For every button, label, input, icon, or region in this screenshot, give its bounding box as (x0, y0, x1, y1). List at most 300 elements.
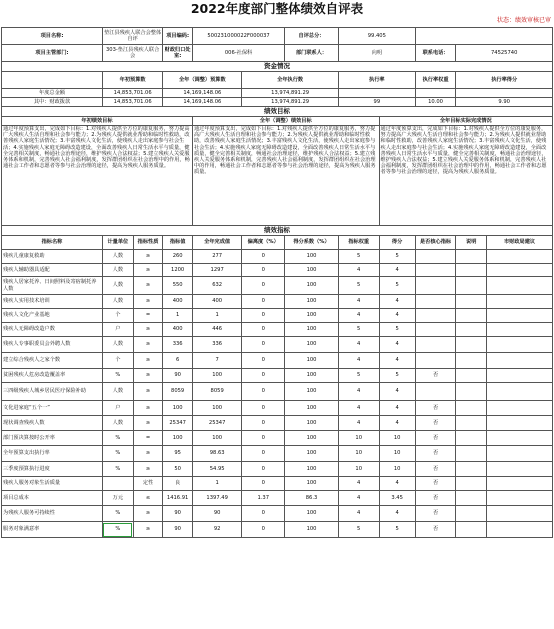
indicator-unit: 户 (102, 401, 133, 416)
indicator-core: 否 (415, 416, 456, 431)
indicator-weight: 5 (338, 369, 379, 383)
indicator-coef: 100 (285, 250, 339, 264)
page-title: 2022年度部门整体绩效自评表 (190, 1, 364, 16)
indicator-coef: 100 (285, 353, 339, 369)
indicator-weight: 4 (338, 416, 379, 431)
indicator-dev: 0 (242, 477, 285, 491)
funds-row-label: 其中：财政拨款 (2, 98, 103, 107)
indicator-name: 残疾人居家托养、日间照料及寄宿制托养人数 (2, 277, 103, 295)
indicator-coef: 100 (285, 477, 339, 491)
status-label: 状态：绩效审核已审 (496, 17, 551, 24)
indicator-note (456, 337, 487, 353)
indicator-header: 计量单位 (102, 236, 133, 250)
indicator-score: 4 (379, 309, 415, 323)
indicator-target: 25347 (163, 416, 193, 431)
indicator-unit: % (102, 446, 133, 462)
indicator-row (2, 353, 553, 369)
indicator-name: 建立综合残疾人之家个数 (2, 353, 103, 369)
dept-label: 项目主管部门: (2, 45, 103, 62)
indicator-weight: 4 (338, 309, 379, 323)
indicator-core: 否 (415, 369, 456, 383)
indicator-row (2, 369, 553, 383)
indicator-score: 10 (379, 462, 415, 477)
indicator-score: 4 (379, 264, 415, 277)
phone-value: 74525740 (456, 45, 553, 62)
indicator-target: 100 (163, 401, 193, 416)
indicator-nature: ≥ (133, 506, 163, 522)
goals-header-adjusted: 全年（调整）绩效目标 (192, 117, 379, 126)
indicator-actual: 277 (192, 250, 241, 264)
indicator-unit: 人数 (102, 250, 133, 264)
indicator-target: 1 (163, 309, 193, 323)
funds-initial-budget: 14,853,701.06 (102, 89, 162, 98)
indicator-note (456, 431, 487, 446)
indicator-weight: 5 (338, 250, 379, 264)
indicator-row (2, 462, 553, 477)
indicator-dev: 0 (242, 309, 285, 323)
indicator-score: 5 (379, 323, 415, 337)
indicator-advice (487, 431, 553, 446)
indicator-core (415, 264, 456, 277)
indicator-dev: 0 (242, 446, 285, 462)
indicator-advice (487, 353, 553, 369)
indicator-target: 1416.91 (163, 491, 193, 506)
indicator-unit (102, 477, 133, 491)
indicator-coef: 100 (285, 337, 339, 353)
indicator-advice (487, 277, 553, 295)
indicator-row (2, 337, 553, 353)
indicator-coef: 86.3 (285, 491, 339, 506)
dept-value: 303-垫江县残疾人联合会 (102, 45, 162, 62)
indicator-advice (487, 416, 553, 431)
indicator-actual: 1297 (192, 264, 241, 277)
indicator-actual: 54.95 (192, 462, 241, 477)
indicator-target: 336 (163, 337, 193, 353)
indicator-core: 否 (415, 431, 456, 446)
indicator-name: 残疾人无障碍改造户数 (2, 323, 103, 337)
indicator-weight: 10 (338, 462, 379, 477)
indicator-weight: 4 (338, 401, 379, 416)
funds-rate-score: 9.90 (456, 98, 553, 107)
indicator-weight: 5 (338, 522, 379, 538)
indicator-target: 6 (163, 353, 193, 369)
indicator-name: 残疾儿童康复救助 (2, 250, 103, 264)
selected-cell[interactable]: % (102, 522, 133, 538)
funds-rate: 99 (338, 98, 415, 107)
indicator-advice (487, 462, 553, 477)
indicator-name: 残疾人辅助器具适配 (2, 264, 103, 277)
goals-header-row (2, 117, 553, 126)
indicator-actual: 100 (192, 431, 241, 446)
indicator-unit: % (102, 506, 133, 522)
indicator-nature: ≥ (133, 277, 163, 295)
info-blank (415, 28, 552, 45)
indicator-advice (487, 477, 553, 491)
indicator-advice (487, 383, 553, 401)
indicator-target: 260 (163, 250, 193, 264)
indicator-coef: 100 (285, 309, 339, 323)
funds-row (2, 98, 553, 107)
indicator-header: 得分系数（%） (285, 236, 339, 250)
finance-value: 006-社保科 (192, 45, 284, 62)
indicator-header: 指标名称 (2, 236, 103, 250)
goal-actual-text: 通过年度预算支出，完成如下目标：1.对残疾人提供全方位的康复服务，努力提高广大残疾人生活自理和社会参与能力；2.为残疾人提供就业帮助和临时性救助，改善残疾人家庭生活情况；3.丰富残疾人文化生活，使残疾人走出家庭参与社会生活；4.实施残疾人家庭无障碍改造建设，全面改善残疾人日常生活水平与质量，健全完善相关制度，畅通社会治理途径，维护残疾人合法权益；5.建立残疾人关爱服务体系和机制，完善残疾人社会福利制度，发挥群团组织在社会治理中的作用，畅通社会工作者和志愿者等参与社会治理的途径，提高为残疾人服务质量。 (379, 126, 552, 226)
indicator-header: 说明 (456, 236, 487, 250)
indicator-note (456, 522, 487, 538)
indicator-weight: 5 (338, 323, 379, 337)
indicator-coef: 100 (285, 295, 339, 309)
indicator-coef: 100 (285, 506, 339, 522)
funds-header: 执行率得分 (456, 72, 553, 89)
indicator-note (456, 353, 487, 369)
indicator-unit: 人数 (102, 416, 133, 431)
indicator-dev: 0 (242, 295, 285, 309)
funds-adjusted-budget: 14,169,148.06 (163, 89, 242, 98)
indicator-core: 否 (415, 446, 456, 462)
indicator-row (2, 323, 553, 337)
funds-rate-score (456, 89, 553, 98)
indicator-header: 指标性质 (133, 236, 163, 250)
indicator-row (2, 446, 553, 462)
indicator-dev: 0 (242, 250, 285, 264)
indicator-header: 是否核心指标 (415, 236, 456, 250)
indicator-target: 良 (163, 477, 193, 491)
score-value: 99.405 (338, 28, 415, 45)
indicator-note (456, 491, 487, 506)
indicator-name: 三四级残疾人城乡居民医疗保险补助 (2, 383, 103, 401)
indicator-actual: 1 (192, 477, 241, 491)
indicator-advice (487, 369, 553, 383)
indicator-core: 否 (415, 462, 456, 477)
indicator-note (456, 264, 487, 277)
indicator-row (2, 277, 553, 295)
indicator-note (456, 369, 487, 383)
indicator-name: 三季度预算执行进度 (2, 462, 103, 477)
indicator-note (456, 446, 487, 462)
indicator-core: 否 (415, 491, 456, 506)
indicator-core: 否 (415, 522, 456, 538)
indicator-nature: ≥ (133, 250, 163, 264)
indicator-weight: 5 (338, 277, 379, 295)
project-code-value: 500231000022F000037 (192, 28, 284, 45)
indicator-score: 4 (379, 337, 415, 353)
indicator-actual: 25347 (192, 416, 241, 431)
indicator-nature: ≥ (133, 337, 163, 353)
goals-section-row (2, 107, 553, 117)
indicator-unit: 人数 (102, 383, 133, 401)
indicator-nature: ≥ (133, 295, 163, 309)
indicator-core (415, 353, 456, 369)
indicator-weight: 4 (338, 295, 379, 309)
indicator-advice (487, 264, 553, 277)
indicator-score: 4 (379, 506, 415, 522)
goal-initial-text: 通过年度预算支出，完成如下目标：1.对残疾人提供全方位的康复服务，努力提高广大残疾人生活自理和社会参与能力；2.为残疾人提供就业帮助和临时性救助，改善残疾人家庭生活情况；3.丰富残疾人文化生活，使残疾人走出家庭参与社会生活；4.实施残疾人家庭无障碍改造建设，全面改善残疾人日常生活水平与质量，健全完善相关制度，畅通社会治理途径，维护残疾人合法权益；5.建立残疾人关爱服务体系和机制，完善残疾人社会福利制度，发挥群团组织在社会治理中的作用，畅通社会工作者和志愿者等参与社会治理的途径，提高为残疾人服务质量。 (2, 126, 193, 226)
funds-section-row (2, 62, 553, 72)
indicator-row (2, 491, 553, 506)
indicator-note (456, 416, 487, 431)
indicator-weight: 4 (338, 353, 379, 369)
indicator-score: 10 (379, 446, 415, 462)
indicator-name: 残疾人服务对象生活质量 (2, 477, 103, 491)
indicator-row (2, 431, 553, 446)
indicator-nature: ≥ (133, 383, 163, 401)
indicator-coef: 100 (285, 431, 339, 446)
indicator-actual: 8059 (192, 383, 241, 401)
indicator-name: 为残疾人服务可持续性 (2, 506, 103, 522)
indicator-dev: 0 (242, 506, 285, 522)
indicator-header: 指标值 (163, 236, 193, 250)
indicator-note (456, 383, 487, 401)
indicator-coef: 100 (285, 369, 339, 383)
indicator-advice (487, 337, 553, 353)
indicator-header: 指标权重 (338, 236, 379, 250)
contact-value: 向明 (338, 45, 415, 62)
indicator-core (415, 277, 456, 295)
indicator-score: 3.45 (379, 491, 415, 506)
indicator-core (415, 383, 456, 401)
funds-executed: 13,974,891.29 (242, 89, 339, 98)
indicator-actual: 1397.49 (192, 491, 241, 506)
indicator-coef: 100 (285, 401, 339, 416)
indicator-weight: 10 (338, 431, 379, 446)
indicator-score: 4 (379, 416, 415, 431)
indicator-weight: 4 (338, 506, 379, 522)
goal-adjusted-text: 通过年度预算支出，完成如下目标：1.对残疾人提供全方位的康复服务，努力提高广大残疾人生活自理和社会参与能力；2.为残疾人提供就业帮助和临时性救助，改善残疾人家庭生活情况；3.丰富残疾人文化生活，使残疾人走出家庭参与社会生活；4.实施残疾人家庭无障碍改造建设，全面改善残疾人日常生活水平与质量，健全完善相关制度，畅通社会治理途径，维护残疾人合法权益；5.建立残疾人关爱服务体系和机制，完善残疾人社会福利制度，发挥群团组织在社会治理中的作用，畅通社会工作者和志愿者等参与社会治理的途径，提高为残疾人服务质量。 (192, 126, 379, 226)
indicators-section-title: 绩效指标 (2, 226, 553, 236)
indicator-note (456, 401, 487, 416)
indicator-dev: 0 (242, 383, 285, 401)
indicator-dev: 1.37 (242, 491, 285, 506)
indicator-target: 95 (163, 446, 193, 462)
indicator-name: 部门预决算按时公开率 (2, 431, 103, 446)
indicator-nature: ≥ (133, 401, 163, 416)
indicator-core: 否 (415, 477, 456, 491)
indicator-name: 残疾人专事职委员会外聘人数 (2, 337, 103, 353)
indicator-row (2, 401, 553, 416)
indicator-advice (487, 250, 553, 264)
indicator-advice (487, 446, 553, 462)
indicator-advice (487, 522, 553, 538)
funds-header: 全年（调整）预算数 (163, 72, 242, 89)
indicator-target: 100 (163, 431, 193, 446)
indicator-dev: 0 (242, 416, 285, 431)
indicator-dev: 0 (242, 401, 285, 416)
finance-label: 财政归口处室: (163, 45, 193, 62)
contact-label: 部门联系人： (285, 45, 339, 62)
indicator-unit: 万元 (102, 491, 133, 506)
indicator-unit: 个 (102, 353, 133, 369)
indicator-weight: 10 (338, 446, 379, 462)
indicator-dev: 0 (242, 264, 285, 277)
indicator-nature: ≥ (133, 522, 163, 538)
indicator-core (415, 337, 456, 353)
indicator-coef: 100 (285, 462, 339, 477)
indicator-name: 项目总成本 (2, 491, 103, 506)
indicator-target: 50 (163, 462, 193, 477)
goals-header-actual: 全年目标实际完成情况 (379, 117, 552, 126)
indicator-target: 90 (163, 506, 193, 522)
indicator-core: 否 (415, 401, 456, 416)
evaluation-table (1, 27, 553, 538)
indicator-note (456, 309, 487, 323)
indicator-advice (487, 401, 553, 416)
indicator-core: 否 (415, 506, 456, 522)
indicator-advice (487, 491, 553, 506)
indicator-score: 10 (379, 431, 415, 446)
indicator-row (2, 506, 553, 522)
indicator-row (2, 416, 553, 431)
indicator-unit: % (102, 369, 133, 383)
funds-adjusted-budget: 14,169,148.06 (163, 98, 242, 107)
indicator-weight: 4 (338, 337, 379, 353)
indicator-note (456, 506, 487, 522)
funds-header-blank (2, 72, 103, 89)
indicator-coef: 100 (285, 416, 339, 431)
indicator-coef: 100 (285, 264, 339, 277)
project-name-value: 垫江县残疾人联合会整体自评 (102, 28, 162, 45)
indicator-score: 5 (379, 369, 415, 383)
indicator-actual: 90 (192, 506, 241, 522)
indicator-coef: 100 (285, 383, 339, 401)
indicator-weight: 4 (338, 383, 379, 401)
indicator-dev: 0 (242, 337, 285, 353)
funds-header: 执行率 (338, 72, 415, 89)
indicator-dev: 0 (242, 462, 285, 477)
indicator-core (415, 309, 456, 323)
project-name-label: 项目名称: (2, 28, 103, 45)
indicator-unit: % (102, 431, 133, 446)
indicator-unit: 人数 (102, 337, 133, 353)
indicator-header: 得分 (379, 236, 415, 250)
indicator-actual: 400 (192, 295, 241, 309)
indicator-target: 400 (163, 323, 193, 337)
indicator-score: 5 (379, 522, 415, 538)
indicator-actual: 92 (192, 522, 241, 538)
indicator-nature: ≥ (133, 446, 163, 462)
indicator-header: 偏离度（%） (242, 236, 285, 250)
indicator-target: 550 (163, 277, 193, 295)
indicator-target: 1200 (163, 264, 193, 277)
indicator-note (456, 295, 487, 309)
indicator-name: 现状调查残疾人数 (2, 416, 103, 431)
indicator-row (2, 477, 553, 491)
indicator-nature: ≥ (133, 416, 163, 431)
indicator-row (2, 383, 553, 401)
indicator-unit: 人数 (102, 264, 133, 277)
indicator-actual: 7 (192, 353, 241, 369)
indicator-actual: 100 (192, 369, 241, 383)
funds-initial-budget: 14,853,701.06 (102, 98, 162, 107)
goals-section-title: 绩效目标 (2, 107, 553, 117)
indicator-actual: 446 (192, 323, 241, 337)
indicator-nature: ≥ (133, 353, 163, 369)
indicator-unit: % (102, 462, 133, 477)
indicator-note (456, 250, 487, 264)
indicator-coef: 100 (285, 323, 339, 337)
indicator-row (2, 250, 553, 264)
indicator-nature: ≥ (133, 369, 163, 383)
indicator-core (415, 295, 456, 309)
indicator-name: 全年预算支出执行率 (2, 446, 103, 462)
indicator-nature: ≤ (133, 491, 163, 506)
indicator-target: 90 (163, 522, 193, 538)
funds-rate (338, 89, 415, 98)
indicator-header: 市财政局建议 (487, 236, 553, 250)
indicator-score: 4 (379, 477, 415, 491)
indicator-dev: 0 (242, 522, 285, 538)
indicator-unit: 个 (102, 309, 133, 323)
indicator-unit: 户 (102, 323, 133, 337)
indicator-actual: 336 (192, 337, 241, 353)
indicator-score: 4 (379, 401, 415, 416)
funds-header-row (2, 72, 553, 89)
indicator-score: 4 (379, 295, 415, 309)
indicator-actual: 98.63 (192, 446, 241, 462)
score-label: 自评总分： (285, 28, 339, 45)
indicator-note (456, 477, 487, 491)
indicator-row (2, 522, 553, 538)
indicator-score: 4 (379, 383, 415, 401)
indicator-name: 残疾人文化产业基地 (2, 309, 103, 323)
indicator-nature: 定性 (133, 477, 163, 491)
funds-executed: 13,974,891.29 (242, 98, 339, 107)
indicator-actual: 100 (192, 401, 241, 416)
indicator-advice (487, 309, 553, 323)
info-row-1 (2, 28, 553, 45)
indicator-name: 贫困残疾人危房改造覆盖率 (2, 369, 103, 383)
funds-header: 全年执行数 (242, 72, 339, 89)
indicator-note (456, 277, 487, 295)
funds-row (2, 89, 553, 98)
indicator-unit: 人数 (102, 295, 133, 309)
indicator-target: 400 (163, 295, 193, 309)
indicator-nature: ≥ (133, 264, 163, 277)
indicator-dev: 0 (242, 431, 285, 446)
goals-text-row (2, 126, 553, 226)
funds-header: 执行率权重 (415, 72, 456, 89)
indicator-target: 90 (163, 369, 193, 383)
indicator-dev: 0 (242, 323, 285, 337)
indicator-row (2, 264, 553, 277)
indicator-weight: 4 (338, 477, 379, 491)
indicators-section-row (2, 226, 553, 236)
funds-row-label: 年度总金额 (2, 89, 103, 98)
indicator-nature: = (133, 309, 163, 323)
phone-label: 联系电话： (415, 45, 456, 62)
indicator-coef: 100 (285, 522, 339, 538)
indicator-coef: 100 (285, 446, 339, 462)
indicator-row (2, 295, 553, 309)
funds-rate-weight (415, 89, 456, 98)
indicator-dev: 0 (242, 369, 285, 383)
indicator-name: 文化进家庭“五个一” (2, 401, 103, 416)
indicator-actual: 632 (192, 277, 241, 295)
indicator-advice (487, 506, 553, 522)
indicator-core (415, 250, 456, 264)
indicator-row (2, 309, 553, 323)
indicator-nature: = (133, 431, 163, 446)
indicator-actual: 1 (192, 309, 241, 323)
indicator-note (456, 462, 487, 477)
indicator-target: 8059 (163, 383, 193, 401)
funds-header: 年初预算数 (102, 72, 162, 89)
indicator-header: 全年完成值 (192, 236, 241, 250)
indicator-weight: 4 (338, 491, 379, 506)
indicator-dev: 0 (242, 277, 285, 295)
goals-header-initial: 年初绩效目标 (2, 117, 193, 126)
indicator-weight: 4 (338, 264, 379, 277)
indicator-dev: 0 (242, 353, 285, 369)
